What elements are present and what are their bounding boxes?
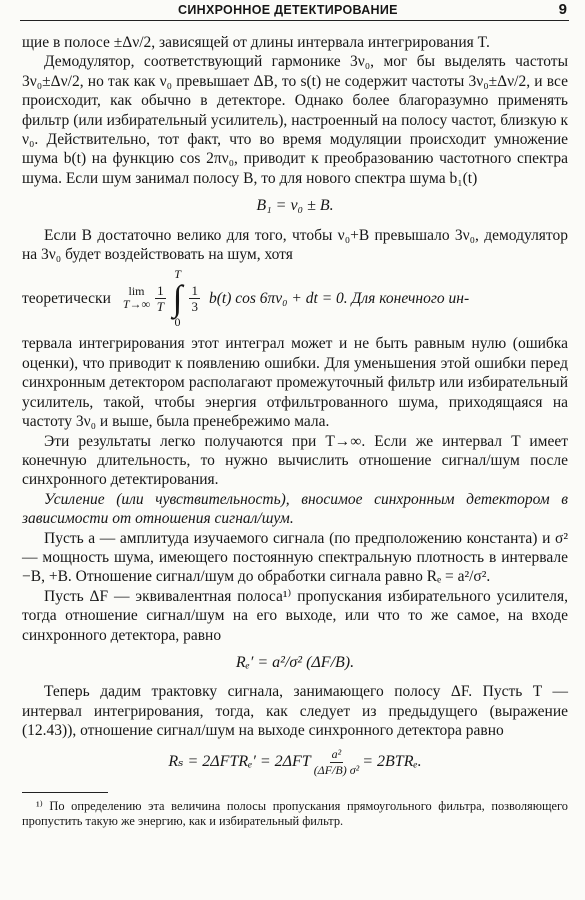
paragraph-continuation: щие в полосе ±Δν/2, зависящей от длины интервала интегрирования T. <box>22 34 490 51</box>
paragraph-demodulator: Демодулятор, соответствующий гармонике 3ν₀, мог бы выделять частоты 3ν₀±Δν/2, но так как ν₀ превышает ΔB, то s(t) не содержит частоты 3ν₀±Δν/2, и все происходит, как обычно в детекторе. Однако более благоразумно применять фильтр (или избирательный усилитель), настроенный на полосу частот, близкую к ν₀. Действительно, тот факт, что во время модуляции происходит умножение шума b(t) на функцию cos 2πν₀, приводит к преобразованию частотного спектра шума. Если шум занимал полосу B, то для нового спектра шума b₁(t) <box>22 53 568 187</box>
equation-snr-input: Rₑ′ = a²/σ² (ΔF/B). <box>235 653 355 671</box>
integral-symbol: ∫ <box>172 278 183 319</box>
limit-label: lim <box>128 284 145 299</box>
page-number: 9 <box>558 1 567 18</box>
integral-equation-line <box>22 265 568 331</box>
paragraph-gain-heading: Усиление (или чувствительность), вносимое синхронным детектором в зависимости от отношения сигнал/шум. <box>22 490 568 528</box>
fraction-one-third <box>189 283 200 314</box>
integral-upper-limit: T <box>174 267 181 282</box>
equation-snr-output <box>22 747 568 778</box>
fraction-a-squared <box>314 747 360 778</box>
fraction-numerator: 1 <box>191 282 198 298</box>
integral-tail-text: b(t) cos 6πν₀ + dt = 0. Для конечного ин- <box>208 289 470 307</box>
fraction-denominator: 3 <box>191 298 198 314</box>
fraction-numerator: 1 <box>157 282 164 298</box>
paragraph-amplitude: Пусть a — амплитуда изучаемого сигнала (по предположению константа) и σ² — мощность шума, имеющего постоянную спектральную плотность в интервале −B, +B. Отношение сигнал/шум до обработки сигнала равно Rₑ = a²/σ². <box>22 529 568 586</box>
equation-right-part: = 2BTRₑ. <box>362 753 422 771</box>
page-body <box>22 33 568 829</box>
fraction-denominator: (ΔF/B) σ² <box>313 762 360 777</box>
paragraph-condition: Если B достаточно велико для того, чтобы ν₀+B превышало 3ν₀, демодулятор на 3ν₀ будет воздействовать на шум, хотя <box>22 226 568 264</box>
fraction-numerator: a² <box>331 746 342 761</box>
footnote-divider <box>22 792 108 793</box>
footnote: ¹⁾ По определению эта величина полосы пропускания прямоугольного фильтра, позволяющего пропустить такую же энергию, как и избирательный фильтр. <box>22 798 568 828</box>
paragraph-bandwidth: Пусть ΔF — эквивалентная полоса¹⁾ пропускания избирательного усилителя, тогда отношение сигнал/шум на его выходе, или что то же самое, на входе синхронного детектора, равно <box>22 587 568 644</box>
limit-subscript: T→∞ <box>122 297 151 312</box>
running-head: СИНХРОННОЕ ДЕТЕКТИРОВАНИЕ <box>178 3 398 17</box>
page-header <box>20 2 569 21</box>
integral-sign <box>173 268 183 328</box>
paragraph-results: Эти результаты легко получаются при T→∞. Если же интервал T имеет конечную длительность, то нужно вычислить отношение сигнал/шум после синхронного детектирования. <box>22 432 568 489</box>
integral-lead-text: теоретически <box>22 289 111 307</box>
limit-operator <box>123 285 150 311</box>
fraction-one-over-t <box>155 283 166 314</box>
equation-bandwidth: B₁ = ν₀ ± B. <box>256 197 334 215</box>
integral-lower-limit: 0 <box>174 315 181 330</box>
paragraph-estimation-error: тервала интегрирования этот интеграл может и не быть равным нулю (ошибка оценки), что приводит к появлению ошибки. Для уменьшения этой ошибки перед синхронным детектором располагают промежуточный фильтр или избирательный усилитель, такой, чтобы энергия отфильтрованного шума, приходящаяся на частоту 3ν₀ и выше, была пренебрежимо мала. <box>22 335 568 431</box>
fraction-denominator: T <box>156 298 164 314</box>
paragraph-signal-treatment: Теперь дадим трактовку сигнала, занимающего полосу ΔF. Пусть T — интервал интегрирования, тогда, как следует из предыдущего (выражение (12.43)), отношение сигнал/шум на выходе синхронного детектора равно <box>22 683 568 740</box>
equation-left-part: Rₛ = 2ΔFTRₑ′ = 2ΔFT <box>168 753 311 771</box>
